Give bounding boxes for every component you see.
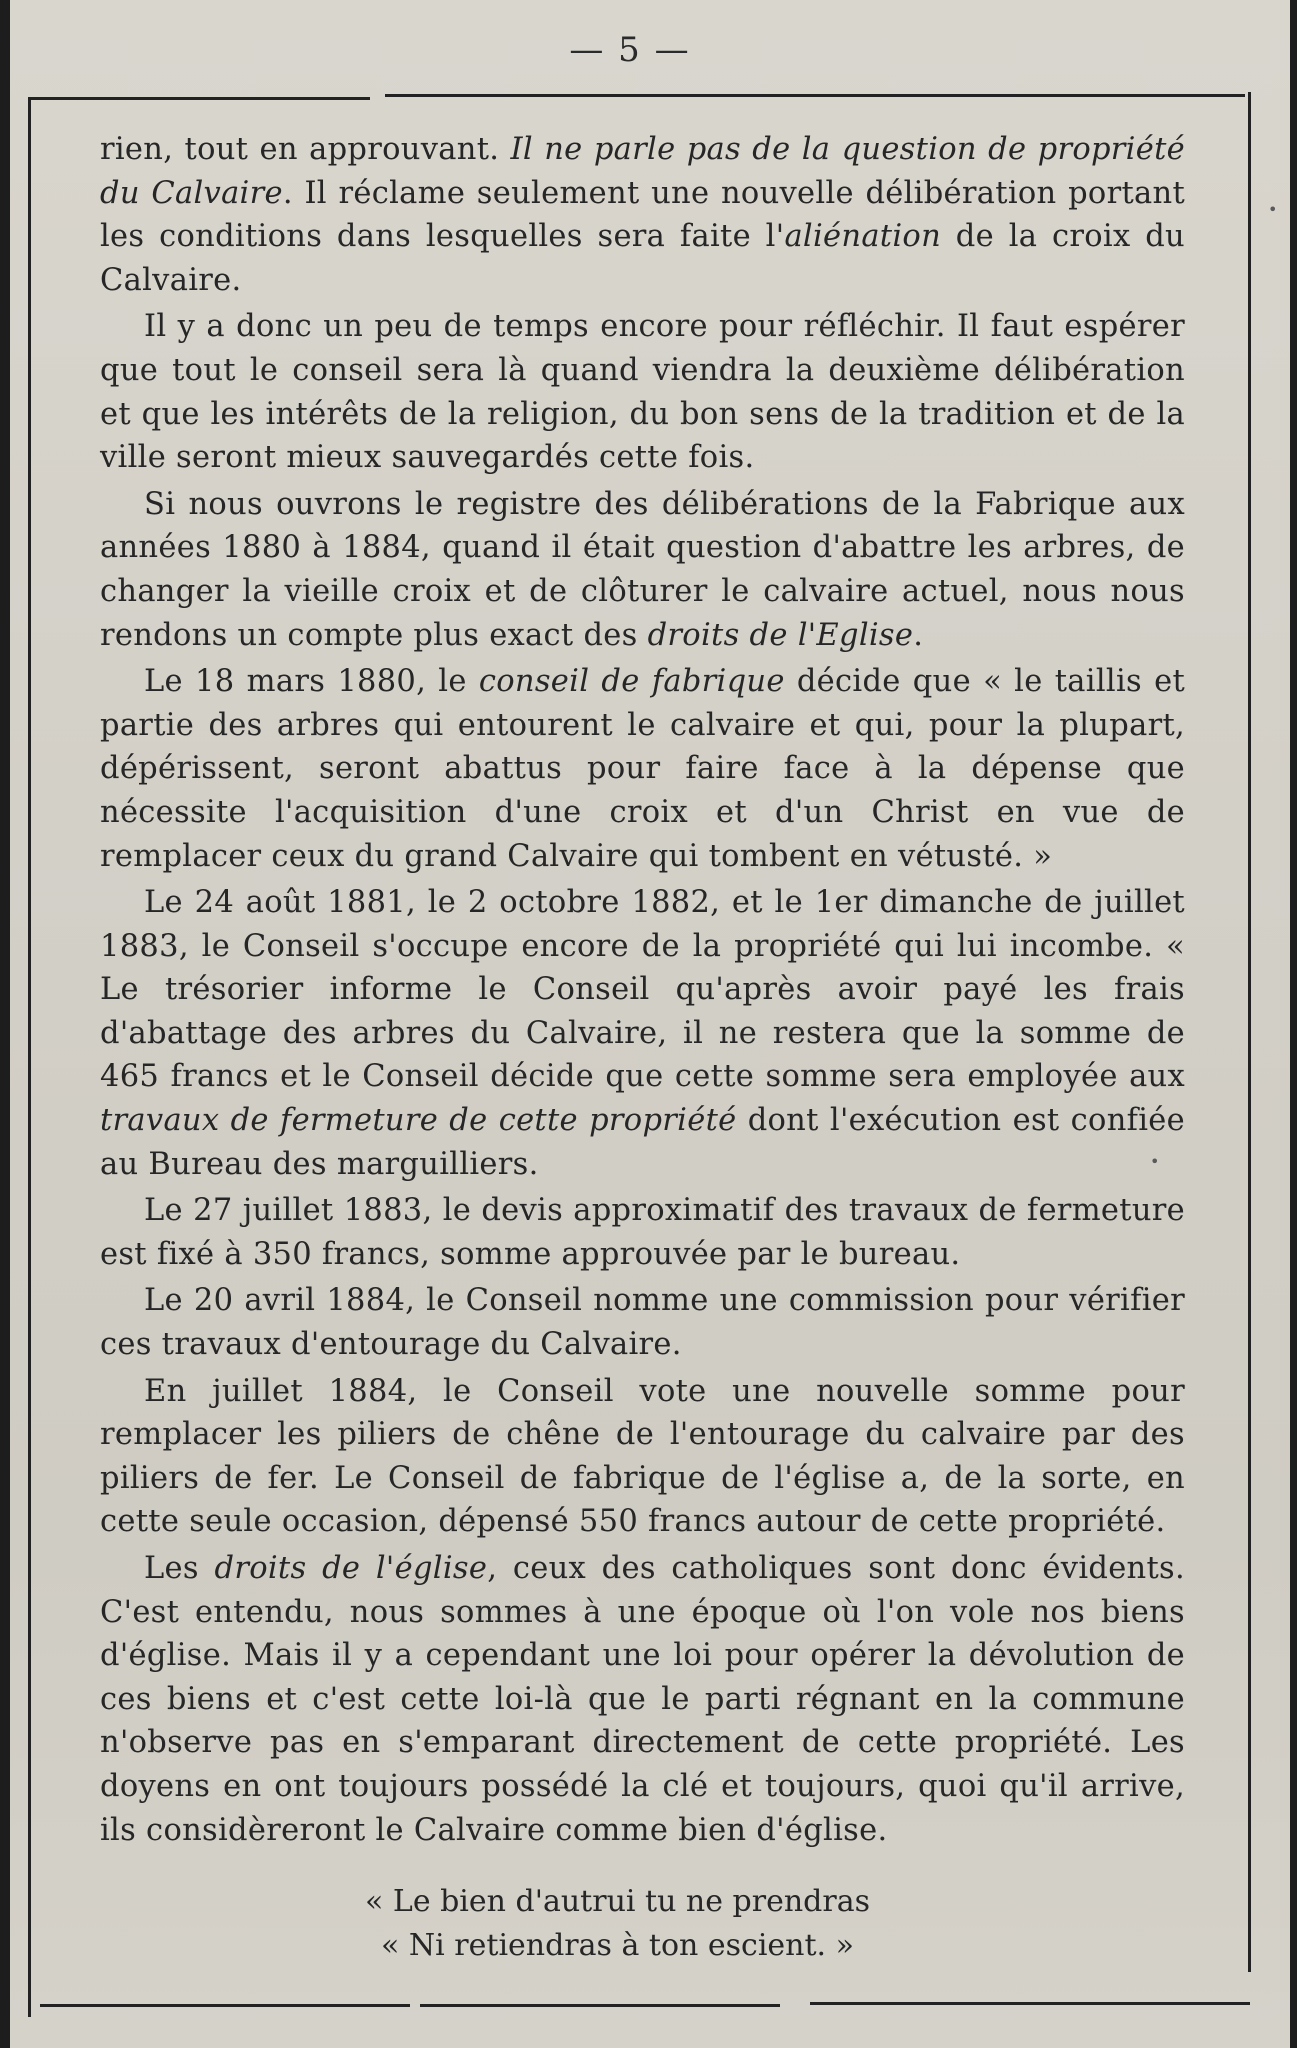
text-run: En juillet 1884, le Conseil vote une nouvelle somme pour remplacer les piliers de chêne de l'entourage du calvaire par des piliers de fer. Le Conseil de fabrique de l'église a, de la sorte, en cette seule occasion, dépensé 550 francs autour de cette propriété. bbox=[100, 1373, 1185, 1540]
paragraph bbox=[100, 1370, 1185, 1544]
top-rule-left bbox=[30, 97, 370, 100]
page-number: — 5 — bbox=[569, 30, 691, 70]
text-run: décide que « le taillis et partie des arbres qui entourent le calvaire et qui, pour la plupart, dépérissent, seront abattus pour faire face à la dépense que nécessite l'acquisition d'une croix et d'un Christ en vue de remplacer ceux du grand Calvaire qui tombent en vétusté. » bbox=[100, 664, 1186, 874]
italic-phrase: droits de l'église bbox=[214, 1551, 488, 1586]
margin-speck: • bbox=[1150, 1152, 1160, 1171]
page-sheet bbox=[10, 0, 1290, 2048]
margin-speck: • bbox=[1268, 200, 1278, 219]
text-run: de la croix du Calvaire. bbox=[100, 219, 1185, 298]
closing-quote bbox=[10, 1880, 1250, 1968]
paragraph bbox=[100, 1547, 1185, 1852]
left-frame-rule bbox=[28, 97, 31, 2017]
paragraph bbox=[100, 128, 1185, 302]
paragraph bbox=[100, 483, 1185, 657]
text-run: Le 24 août 1881, le 2 octobre 1882, et le 1er dimanche de juillet 1883, le Conseil s'occupe encore de la propriété qui lui incombe. « Le trésorier informe le Conseil qu'après avoir payé les frais d'abattage des arbres du Calvaire, il ne restera que la somme de 465 francs et le Conseil décide que cette somme sera employée aux bbox=[100, 885, 1185, 1095]
text-run: Le 27 juillet 1883, le devis approximatif des travaux de fermeture est fixé à 350 francs, somme approuvée par le bureau. bbox=[100, 1193, 1185, 1272]
italic-phrase: conseil de fabrique bbox=[478, 664, 785, 700]
paragraph bbox=[100, 1189, 1185, 1276]
italic-phrase: droits de l'Eglise bbox=[647, 617, 914, 653]
text-run: Le 20 avril 1884, le Conseil nomme une commission pour vérifier ces travaux d'entourage du Calvaire. bbox=[100, 1283, 1185, 1363]
text-run: Si nous ouvrons le registre des délibérations de la Fabrique aux années 1880 à 1884, quand il était question d'abattre les arbres, de changer la vieille croix et de clôturer le calvaire actuel, nous nous rendons un compte plus exact des bbox=[100, 486, 1185, 653]
italic-phrase: travaux de fermeture de cette propriété bbox=[100, 1103, 737, 1139]
article-body bbox=[100, 128, 1185, 1855]
quote-line-1: « Le bien d'autrui tu ne prendras bbox=[365, 1884, 870, 1919]
text-run: Il y a donc un peu de temps encore pour réfléchir. Il faut espérer que tout le conseil sera là quand viendra la deuxième délibération et que les intérêts de la religion, du bon sens de la tradition et de la ville seront mieux sauvegardés cette fois. bbox=[100, 309, 1185, 476]
top-rule-right bbox=[385, 94, 1245, 97]
bottom-rule-right bbox=[810, 2002, 1250, 2005]
quote-line-2: « Ni retiendras à ton escient. » bbox=[381, 1928, 854, 1963]
text-run: . Il réclame seulement une nouvelle délibération portant les conditions dans lesquelles sera faite l' bbox=[100, 175, 1185, 255]
paragraph bbox=[100, 660, 1185, 878]
text-run: . bbox=[913, 617, 924, 653]
right-frame-rule bbox=[1248, 92, 1251, 1972]
italic-phrase: Il ne parle pas de la question de propriété du Calvaire bbox=[100, 132, 1185, 211]
text-run: Les bbox=[144, 1551, 215, 1586]
bottom-rule-middle bbox=[420, 2004, 780, 2007]
text-run: , ceux des catholiques sont donc évidents. C'est entendu, nous sommes à une époque où l'on vole nos biens d'église. Mais il y a cependant une loi pour opérer la dévolution de ces biens et c'est cette loi-là que le parti régnant en la commune n'observe pas en s'emparant directement de cette propriété. Les doyens en ont toujours possédé la clé et toujours, quoi qu'il arrive, ils considèreront le Calvaire comme bien d'église. bbox=[100, 1551, 1185, 1848]
text-run: Le 18 mars 1880, le bbox=[144, 664, 479, 700]
bottom-rule-left bbox=[40, 2004, 410, 2007]
paragraph bbox=[100, 305, 1185, 479]
italic-phrase: aliénation bbox=[784, 219, 942, 255]
paragraph bbox=[100, 1279, 1185, 1366]
paragraph bbox=[100, 881, 1185, 1186]
text-run: dont l'exécution est confiée au Bureau des marguilliers. bbox=[100, 1103, 1185, 1182]
text-run: rien, tout en approuvant. bbox=[100, 132, 511, 167]
